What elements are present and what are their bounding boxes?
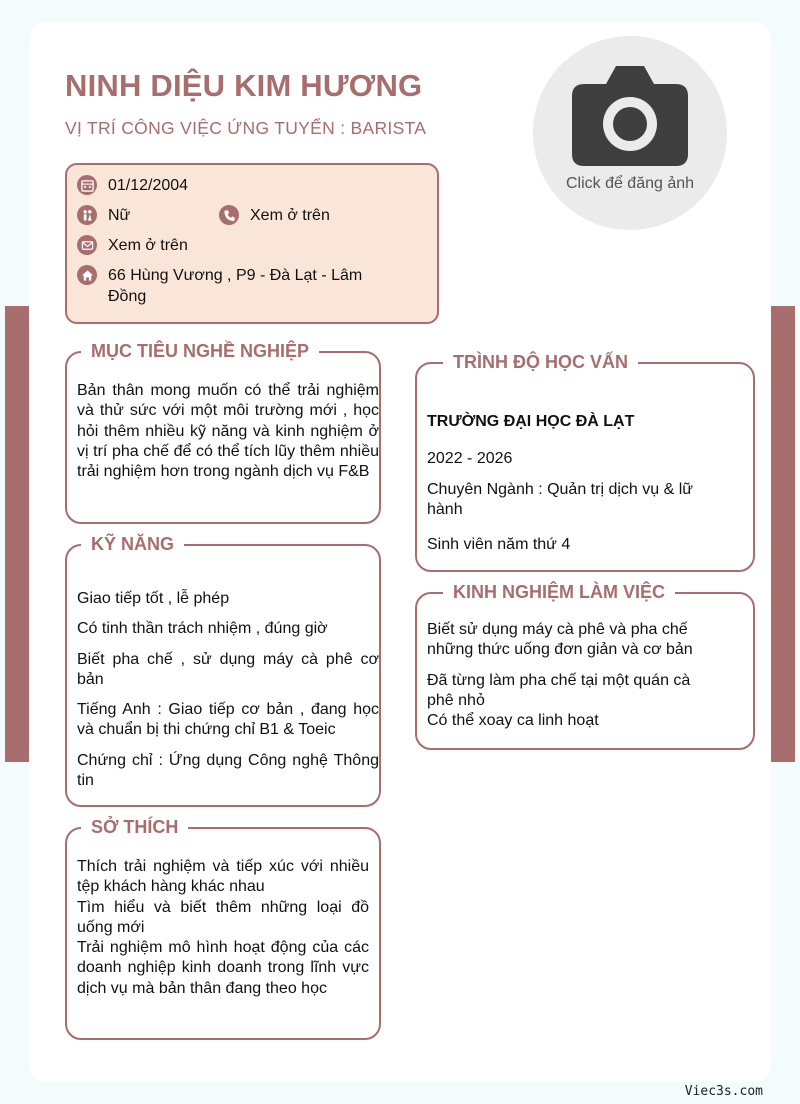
skill-item[interactable]: Chứng chỉ : Ứng dụng Công nghệ Thông tin (77, 751, 379, 790)
hobby-item[interactable]: Thích trải nghiệm và tiếp xúc với nhiều tệp khách hàng khác nhau (77, 858, 369, 896)
skills-title: KỸ NĂNG (81, 532, 184, 556)
hobbies-section (65, 817, 381, 1040)
gender-value[interactable]: Nữ (108, 207, 131, 224)
education-title: TRÌNH ĐỘ HỌC VẤN (443, 350, 638, 374)
student-status[interactable]: Sinh viên năm thứ 4 (427, 536, 571, 554)
experience-item[interactable]: Đã từng làm pha chế tại một quán cà phê nhỏ (427, 671, 691, 709)
home-icon (77, 265, 97, 285)
hobbies-title: SỞ THÍCH (81, 815, 188, 839)
email-row (77, 235, 188, 256)
hobbies-list (77, 857, 369, 999)
experience-item[interactable]: Có thể xoay ca linh hoạt (427, 712, 599, 730)
left-accent-band (5, 306, 29, 762)
experience-item[interactable]: Biết sử dụng máy cà phê và pha chế những thức uống đơn giản và cơ bản (427, 621, 693, 659)
experience-section (415, 582, 755, 750)
hobby-item[interactable]: Tìm hiểu và biết thêm những loại đồ uống mới (77, 898, 369, 936)
job-position[interactable]: VỊ TRÍ CÔNG VIỆC ỨNG TUYỂN : BARISTA (65, 118, 427, 138)
gender-icon (77, 205, 97, 225)
skill-item[interactable]: Biết pha chế , sử dụng máy cà phê cơ bản (77, 650, 379, 688)
education-body (427, 412, 723, 555)
experience-list (427, 620, 713, 731)
photo-caption: Click để đăng ảnh (565, 175, 695, 192)
phone-row (219, 205, 330, 226)
photo-upload[interactable] (533, 36, 727, 230)
skills-section (65, 534, 381, 807)
objective-text[interactable]: Bản thân mong muốn có thể trải nghiệm và thử sức với một môi trường mới , học hỏi thêm nhiều kỹ năng và kinh nghiệm ở vị trí pha chế để có thể tích lũy thêm nhiều trải nghiệm hơn trong ngành dịch vụ F&B (77, 382, 379, 481)
skills-list (77, 589, 379, 791)
address-value[interactable]: 66 Hùng Vương , P9 - Đà Lạt - Lâm Đồng (108, 267, 363, 305)
skill-item[interactable]: Có tinh thần trách nhiệm , đúng giờ (77, 620, 328, 638)
major[interactable]: Chuyên Ngành : Quản trị dịch vụ & lữ hành (427, 480, 693, 518)
skill-item[interactable]: Tiếng Anh : Giao tiếp cơ bản , đang học và chuẩn bị thi chứng chỉ B1 & Toeic (77, 701, 379, 739)
birthday-row (77, 175, 188, 196)
education-section (415, 352, 755, 572)
email-value[interactable]: Xem ở trên (108, 237, 188, 254)
candidate-name[interactable]: NINH DIỆU KIM HƯƠNG (65, 68, 423, 103)
objective-section (65, 341, 381, 524)
calendar-icon (77, 175, 97, 195)
camera-icon (572, 66, 688, 166)
skill-item[interactable]: Giao tiếp tốt , lễ phép (77, 590, 230, 607)
address-row (77, 265, 377, 307)
experience-title: KINH NGHIỆM LÀM VIỆC (443, 580, 675, 604)
footer-brand[interactable]: Viec3s.com (684, 1084, 763, 1099)
phone-value[interactable]: Xem ở trên (250, 207, 330, 224)
right-accent-band (771, 306, 795, 762)
email-icon (77, 235, 97, 255)
school-name[interactable]: TRƯỜNG ĐẠI HỌC ĐÀ LẠT (427, 413, 635, 430)
hobby-item[interactable]: Trải nghiệm mô hình hoạt động của các doanh nghiệp kinh doanh trong lĩnh vực dịch vụ mà bản thân đang theo học (77, 939, 369, 997)
birthday-value[interactable]: 01/12/2004 (108, 177, 189, 194)
phone-icon (219, 205, 239, 225)
objective-title: MỤC TIÊU NGHỀ NGHIỆP (81, 339, 319, 363)
gender-row (77, 205, 130, 226)
study-years[interactable]: 2022 - 2026 (427, 450, 513, 468)
